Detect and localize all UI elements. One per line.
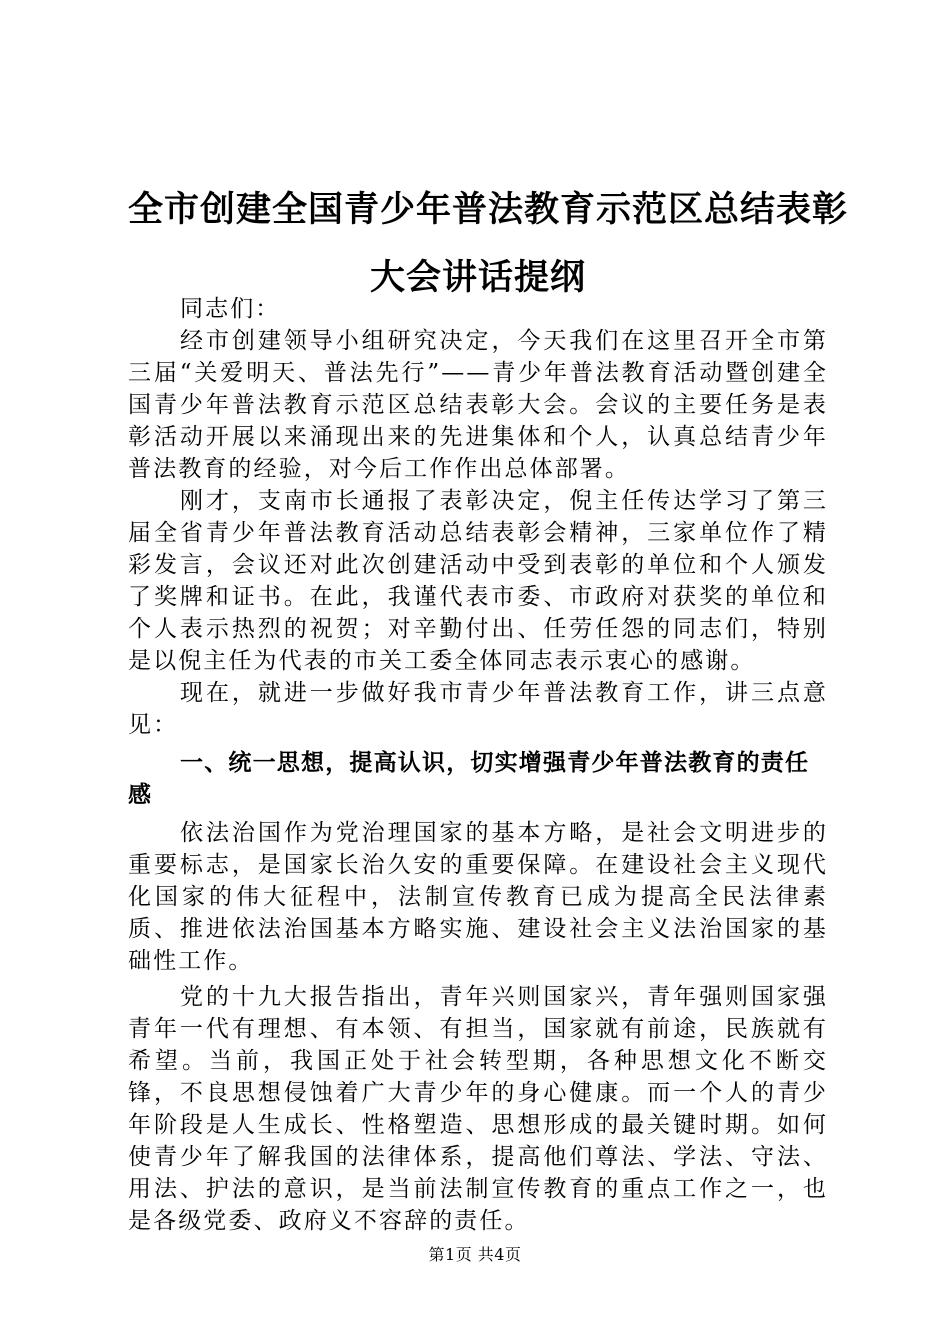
page-footer: 第1页 共4页 bbox=[428, 1245, 522, 1264]
paragraph-intro-points: 现在，就进一步做好我市青少年普法教育工作，讲三点意见： bbox=[128, 680, 828, 738]
section-heading-1: 一、统一思想，提高认识，切实增强青少年普法教育的责任感 bbox=[128, 750, 810, 808]
salutation: 同志们： bbox=[180, 296, 281, 322]
document-body bbox=[128, 293, 828, 1237]
paragraph-nineteenth-congress: 党的十九大报告指出，青年兴则国家兴，青年强则国家强青年一代有理想、有本领、有担当，国家就有前途，民族就有希望。当前，我国正处于社会转型期，各种思想文化不断交锋，不良思想侵蚀着广大青少年的身心健康。而一个人的青少年阶段是人生成长、性格塑造、思想形成的最关键时期。如何使青少年了解我国的法律体系，提高他们尊法、学法、守法、用法、护法的意识，是当前法制宣传教育的重点工作之一，也是各级党委、政府义不容辞的责任。 bbox=[128, 984, 828, 1234]
document-title-line2: 大会讲话提纲 bbox=[369, 258, 586, 298]
paragraph-rule-of-law: 依法治国作为党治理国家的基本方略，是社会文明进步的重要标志，是国家长治久安的重要保障。在建设社会主义现代化国家的伟大征程中，法制宣传教育已成为提高全民法律素质、推进依法治国基本方略实施、建设社会主义法治国家的基础性工作。 bbox=[128, 820, 828, 974]
paragraph-commendation: 刚才，支南市长通报了表彰决定，倪主任传达学习了第三届全省青少年普法教育活动总结表彰会精神，三家单位作了精彩发言，会议还对此次创建活动中受到表彰的单位和个人颁发了奖牌和证书。在此，我谨代表市委、市政府对获奖的单位和个人表示热烈的祝贺；对辛勤付出、任劳任怨的同志们，特别是以倪主任为代表的市关工委全体同志表示衷心的感谢。 bbox=[128, 488, 828, 674]
paragraph-opening: 经市创建领导小组研究决定，今天我们在这里召开全市第三届“关爱明天、普法先行”——青少年普法教育活动暨创建全国青少年普法教育示范区总结表彰大会。会议的主要任务是表彰活动开展以来涌现出来的先进集体和个人，认真总结青少年普法教育的经验，对今后工作作出总体部署。 bbox=[128, 328, 828, 482]
document-title-line1: 全市创建全国青少年普法教育示范区总结表彰 bbox=[128, 190, 849, 230]
